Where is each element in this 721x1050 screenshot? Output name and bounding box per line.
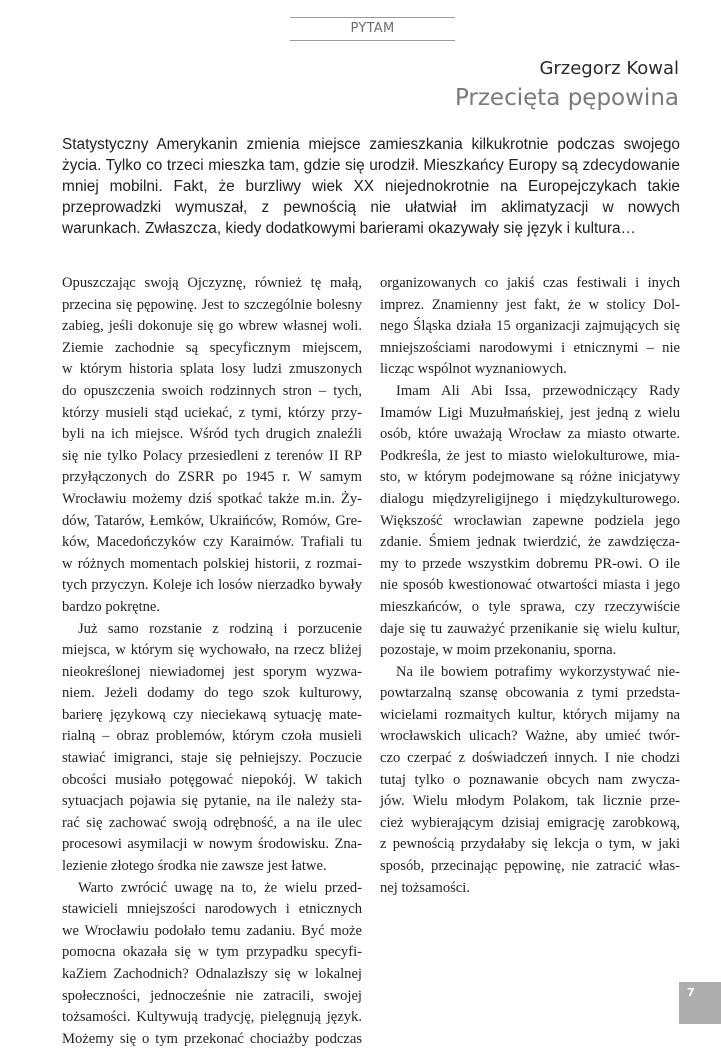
text-line: niem. Jeżeli dodamy do tego szok kulturowy, [62,685,362,702]
text-line: lezienie złotego środka nie zawsze jest łatwe. [62,858,327,875]
text-line: barierę językową czy nieciekawą sytuację mate- [62,706,362,723]
text-line: we Wrocławiu podołało temu zadaniu. Być może [62,922,362,939]
lead-line: warunkach. Zwłaszcza, kiedy dodatkowymi barierami okazywały się język i kultura… [62,220,636,237]
text-line: zdanie. Śmiem jednak twierdzić, że zawdzięcza- [380,534,680,551]
text-line: osób, które uważają Wrocław za miasto otwarte. [380,426,680,443]
text-line: zabieg, jeśli dokonuje się go wbrew własnej woli. [62,318,362,335]
text-line: Podkreśla, że jest to miasto wielokulturowe, mia- [380,447,680,464]
text-line: my to przede wszystkim dobremu PR-owi. O ile [380,555,680,572]
text-line: tożsamości. Kultywują tradycję, pielęgnują język. [62,1009,362,1026]
text-line: sposób, przecinając pępowinę, nie zatracić włas- [380,858,680,875]
lead-line: Statystyczny Amerykanin zmienia miejsce zamieszkania kilkukrotnie podczas swojego [62,136,680,153]
text-line: stawicieli mniejszości narodowych i etnicznych [62,901,362,918]
text-line: czo czerpać z doświadczeń innych. I nie chodzi [380,750,680,767]
text-line: cież wybierającym dzisiaj emigrację zarobkową, [380,814,680,831]
text-line: stawiać imigranci, staje się pełniejszy. Poczucie [62,750,362,767]
text-line: pomocna okazała się w tym przypadku specyfi- [62,944,362,961]
text-line: społeczności, jednocześnie nie zatracili, swojej [62,987,362,1004]
lead-line: przeprowadzki wymuszał, z pewnością nie ułatwiał im aklimatyzacji w nowych [62,199,680,216]
text-line: rać się zachować swoją odrębność, a na ile ulec [62,814,362,831]
text-line: Opuszczając swoją Ojczyznę, również tę małą, [62,275,362,291]
text-line: Imamów Ligi Muzułmańskiej, jest jedną z wielu [380,404,680,421]
text-line: tych przyczyn. Koleje ich losów nierzadko bywały [62,577,362,594]
body-paragraph [380,273,680,381]
body-paragraph [62,878,362,1050]
text-line: wrocławskich ulicach? Ważne, aby umieć twór- [380,728,680,745]
text-line: z pewnością przydałaby się lekcja o tym, w jaki [380,836,680,853]
text-line: do opuszczenia swoich rodzinnych stron – tych, [62,382,362,399]
section-tag: PYTAM [290,17,455,41]
article-title: Przecięta pępowina [454,85,679,111]
text-line: byli na ich miejsce. Wśród tych drugich znaleźli [62,426,362,443]
text-line: przyłączonych do ZSRR po 1945 r. W samym [62,469,362,486]
text-line: Warto zwrócić uwagę na to, że wielu przed- [78,879,362,896]
text-line: Wrocławiu możemy dziś spotkać także m.in. Ży- [62,490,362,507]
text-line: nej tożsamości. [380,879,470,896]
text-line: nego Śląska działa 15 organizacji zajmujących się [380,318,680,335]
text-line: nieokreślonej niewiadomej jest sporym wyzwa- [62,663,362,680]
text-line: przecina się pępowinę. Jest to szczególnie bolesny [62,296,362,313]
author-name: Grzegorz Kowal [539,58,679,79]
text-line: w którym historia splata losy ludzi zmuszonych [62,361,362,378]
text-line: procesowi asymilacji w nowym środowisku. Zna- [62,836,362,853]
body-column-right [380,273,680,899]
text-line: nie sposób kwestionować otwartości miasta i jego [380,577,680,594]
text-line: jów. Wielu młodym Polakom, tak licznie prze- [380,793,680,810]
body-column-left [62,273,362,1050]
text-line: organizowanych co jakiś czas festiwali i inych [380,275,680,291]
text-line: Większość wrocławian zapewne podziela jego [380,512,680,529]
text-line: mniejszościami narodowymi i etnicznymi – nie [380,339,680,356]
text-line: tutaj tylko o poznawanie obcych nam zwycza- [380,771,680,788]
body-paragraph [62,273,362,619]
text-line: licząc wspólnot wyznaniowych. [380,361,567,378]
text-line: rialną – obraz problemów, którym czoła musieli [62,728,362,745]
text-line: dialogu międzyreligijnego i międzykulturowego. [380,490,680,507]
lead-line: życia. Tylko co trzeci mieszka tam, gdzie się urodził. Mieszkańcy Europy są zdecydowanie [62,157,680,174]
text-line: się nie tylko Polacy przesiedleni z terenów II RP [62,447,362,464]
text-line: obcości musiało potęgować niepokój. W takich [62,771,362,788]
lead-paragraph [62,134,680,239]
body-paragraph [380,381,680,662]
text-line: sytuacjach pojawia się pytanie, na ile należy sta- [62,793,362,810]
text-line: Ziemie zachodnie są specyficznym miejscem, [62,339,362,356]
text-line: Imam Ali Abi Issa, przewodniczący Rady [396,382,680,399]
text-line: wicielami rozmaitych kultur, których mijamy na [380,706,680,723]
text-line: Już samo rozstanie z rodziną i porzucenie [78,620,362,637]
text-line: ków, Macedończyków czy Karaimów. Trafiali tu [62,534,362,551]
text-line: którzy musieli stąd uciekać, z tymi, którzy przy- [62,404,362,421]
body-paragraph [380,662,680,900]
text-line: imprez. Znamienny jest fakt, że w stolicy Dol- [380,296,680,313]
text-line: Na ile bowiem potrafimy wykorzystywać nie- [396,663,680,680]
page-number: 7 [679,982,721,1024]
text-line: powtarzalną szansę obcowania z tymi przedsta- [380,685,680,702]
lead-line: mniej mobilni. Fakt, że burzliwy wiek XX niejednokrotnie na Europejczykach takie [62,178,680,195]
text-line: kaZiem Zachodnich? Odnalazłszy się w lokalnej [62,966,362,982]
text-line: bardzo pokrętne. [62,598,161,615]
text-line: pozostaje, w moim przekonaniu, sporna. [380,642,617,659]
text-line: mieszkańców, o tyle sprawa, czy rzeczywiście [380,598,680,615]
text-line: daje się tu zauważyć przenikanie się wielu kultur, [380,620,680,637]
text-line: Możemy się o tym przekonać chociażby podczas [62,1030,362,1047]
text-line: dów, Tatarów, Łemków, Ukraińców, Romów, Gre- [62,512,362,529]
text-line: w różnych momentach polskiej historii, z rozmai- [62,555,362,572]
text-line: sto, w którym podejmowane są różne inicjatywy [380,469,680,486]
body-paragraph [62,619,362,878]
text-line: miejsca, w którym się wychowało, na rzecz bliżej [62,642,362,659]
